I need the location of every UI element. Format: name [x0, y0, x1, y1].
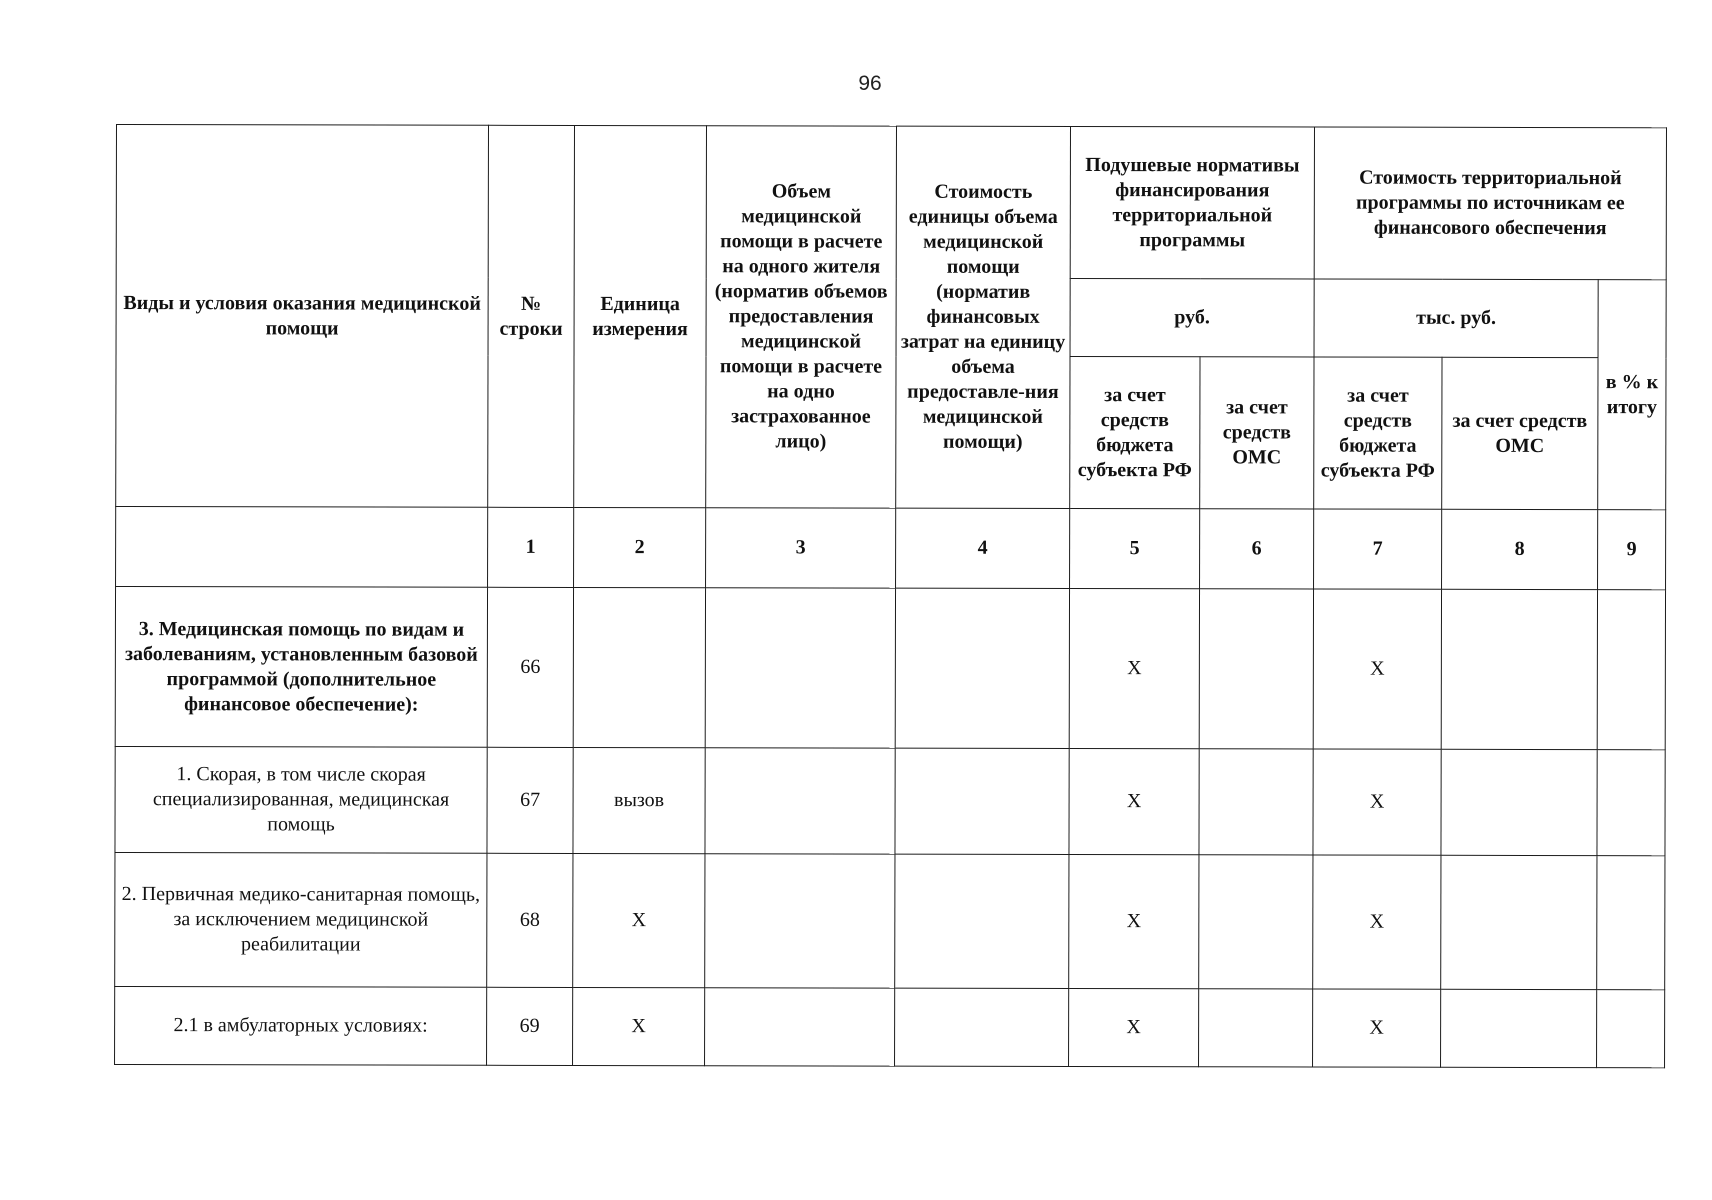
financing-table	[114, 124, 1667, 1068]
row-c4	[895, 854, 1069, 988]
row-c8	[1441, 589, 1597, 749]
column-number: 2	[574, 507, 706, 587]
row-line-no: 68	[487, 853, 573, 987]
column-number: 8	[1442, 509, 1598, 589]
row-unit: вызов	[573, 747, 705, 853]
row-c5: Х	[1069, 988, 1199, 1066]
column-number: 6	[1200, 509, 1314, 589]
header-unit: Единица измерения	[574, 125, 707, 507]
row-c7: Х	[1313, 989, 1441, 1067]
row-line-no: 69	[487, 987, 573, 1065]
row-line-no: 66	[487, 587, 573, 747]
table-row	[115, 587, 1665, 750]
header-program-cost-group: Стоимость территориальной программы по источникам ее финансового обеспечения	[1314, 127, 1666, 280]
column-numbers-row	[116, 507, 1666, 590]
row-c8	[1441, 855, 1597, 989]
column-number: 7	[1314, 509, 1442, 589]
row-c7: Х	[1313, 749, 1441, 855]
row-c8	[1441, 989, 1597, 1067]
row-c9	[1597, 856, 1665, 990]
row-c4	[895, 588, 1069, 748]
row-c4	[895, 748, 1069, 854]
table-row	[115, 986, 1665, 1067]
row-c3	[705, 748, 895, 854]
row-name: 3. Медицинская помощь по видам и заболеваниям, установленным базовой программой (дополнительное финансовое обеспечение):	[115, 587, 487, 748]
column-number	[116, 507, 488, 588]
row-c3	[705, 854, 895, 988]
row-c5: Х	[1069, 748, 1199, 854]
row-name: 1. Скорая, в том числе скорая специализированная, медицинская помощь	[115, 746, 487, 853]
row-c9	[1597, 590, 1665, 750]
header-per-capita-group: Подушевые нормативы финансирования территориальной программы	[1070, 126, 1314, 279]
header-col6: за счет средств ОМС	[1200, 357, 1314, 509]
header-line-no: № строки	[488, 125, 575, 507]
row-c5: Х	[1069, 588, 1199, 748]
header-volume: Объем медицинской помощи в расчете на одного жителя (норматив объемов предоставления медицинской помощи в расчете на одно застрахованное лицо)	[706, 126, 897, 508]
table-row	[115, 852, 1665, 989]
page-number: 96	[858, 72, 882, 95]
column-number: 3	[706, 508, 896, 588]
row-c5: Х	[1069, 854, 1199, 988]
header-col8: за счет средств ОМС	[1442, 357, 1598, 509]
row-unit	[573, 587, 705, 747]
header-unit-rub: руб.	[1070, 278, 1314, 357]
row-c9	[1597, 750, 1665, 856]
row-c9	[1597, 990, 1665, 1068]
header-col5: за счет средств бюджета субъекта РФ	[1070, 356, 1200, 508]
header-cost: Стоимость единицы объема медицинской помощи (норматив финансовых затрат на единицу объема предоставле-ния медицинской помощи)	[896, 126, 1071, 508]
row-c6	[1199, 589, 1313, 749]
row-c4	[895, 988, 1069, 1066]
row-c7: Х	[1313, 855, 1441, 989]
column-number: 1	[488, 507, 574, 587]
row-c8	[1441, 749, 1597, 855]
header-unit-thousand-rub: тыс. руб.	[1314, 279, 1598, 358]
row-c3	[705, 588, 895, 748]
header-percent: в % к итогу	[1598, 280, 1666, 510]
column-number: 4	[896, 508, 1070, 588]
row-name: 2.1 в амбулаторных условиях:	[115, 986, 487, 1065]
row-c7: Х	[1313, 589, 1441, 749]
column-number: 9	[1598, 510, 1666, 590]
row-c3	[705, 988, 895, 1066]
column-number: 5	[1070, 508, 1200, 588]
row-name: 2. Первичная медико-санитарная помощь, за исключением медицинской реабилитации	[115, 852, 487, 987]
header-types: Виды и условия оказания медицинской помощи	[116, 125, 489, 508]
row-c6	[1199, 855, 1313, 989]
row-unit: Х	[573, 853, 705, 987]
row-line-no: 67	[487, 747, 573, 853]
header-col7: за счет средств бюджета субъекта РФ	[1314, 357, 1442, 509]
row-c6	[1199, 749, 1313, 855]
table-row	[115, 746, 1665, 855]
row-c6	[1199, 989, 1313, 1067]
row-unit: Х	[573, 987, 705, 1065]
